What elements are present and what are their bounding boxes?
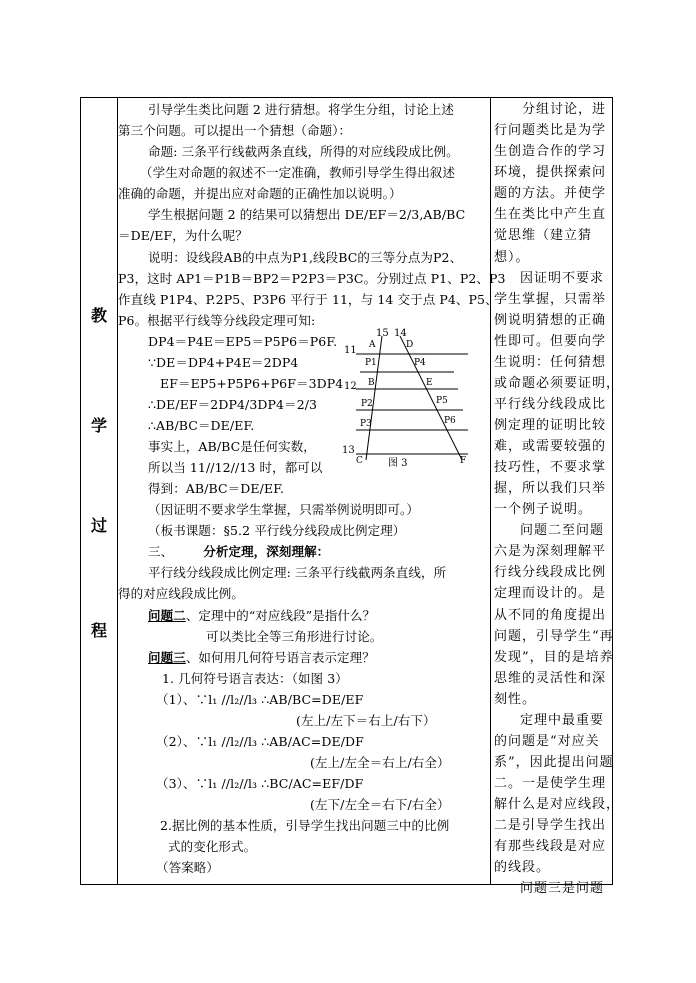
figure-caption: 图 3 [388, 458, 408, 468]
note-line: 二。一是使学生理 [494, 776, 607, 791]
text-line: ∴DE/EF＝2DP4/3DP4＝2/3 [148, 397, 318, 412]
text-line: （学生对命题的叙述不一定准确，教师引导学生得出叙述 [140, 165, 456, 180]
text-line: 2.据比例的基本性质，引导学生找出问题三中的比例 [160, 818, 450, 833]
text-line: 得到：AB/BC＝DE/EF. [148, 481, 285, 496]
figure-label: P1 [365, 358, 377, 368]
figure-label: 15 [376, 328, 389, 339]
figure-3 [336, 322, 476, 468]
question-label: 问题二 [148, 608, 186, 623]
text-line: 可以类比全等三角形进行讨论。 [206, 629, 383, 644]
figure-label: C [356, 456, 363, 466]
text-line: 第三个问题。可以提出一个猜想（命题）： [118, 123, 352, 138]
note-line: 一个例子说明。 [494, 502, 593, 517]
note-line: 例说明猜想的正确 [494, 313, 607, 328]
note-line: 或命题必须要证明， [494, 376, 621, 391]
text-line: 说明：设线段AB的中点为P1,线段BC的三等分点为P2、 [148, 250, 463, 265]
figure-label: 11 [344, 345, 357, 356]
note-line: 分组讨论，进 [522, 102, 607, 117]
figure-label: 12 [344, 381, 357, 392]
note-line: 生在类比中产生直 [494, 207, 607, 222]
text-line: P3，这时 AP1＝P1B＝BP2＝P2P3＝P3C。分别过点 P1、P2、P3 [118, 271, 506, 286]
text-line: （答案略） [156, 860, 220, 875]
question-line [148, 647, 375, 669]
section-number: 三、 [148, 544, 174, 559]
text-line: （2）、∵l₁ //l₂//l₃ ∴AB/AC=DE/DF [156, 734, 364, 749]
note-line: 生创造合作的学习 [494, 144, 607, 159]
text-line: ＝DE/EF，为什么呢？ [118, 228, 248, 243]
figure-label: F [460, 456, 467, 466]
text-line: 式的变化形式。 [168, 839, 257, 854]
figure-label: B [368, 378, 375, 388]
section-label-char: 程 [90, 621, 107, 640]
figure-label: E [426, 378, 433, 388]
note-line: 想）。 [494, 250, 530, 265]
text-line: （1）、∵l₁ //l₂//l₃ ∴AB/BC=DE/EF [156, 692, 364, 707]
note-line: 定理而设计的。是 [494, 586, 607, 601]
text-line: 作直线 P1P4、P.2P5、P3P6 平行于 11，与 14 交于点 P4、P5、 [118, 292, 498, 307]
section-label-char: 学 [90, 416, 107, 435]
question-text: 、如何用几何符号语言表示定理？ [185, 650, 375, 665]
section-heading [148, 541, 329, 563]
text-line: 得的对应线段成比例。 [118, 586, 245, 601]
text-line: EF＝EP5+P5P6+P6F＝3DP4 [160, 376, 344, 391]
section-label-column [81, 98, 117, 884]
note-line: 生说明：任何猜想 [494, 355, 607, 370]
note-line: 从不同的角度提出 [494, 608, 607, 623]
figure-label: P2 [361, 399, 373, 409]
note-line: 发现”，目的是培养 [494, 650, 614, 665]
main-content [118, 99, 506, 883]
figure-label: P6 [444, 416, 456, 426]
note-line: 性即可。但要向学 [494, 334, 607, 349]
note-line: 例定理的证明比较 [494, 418, 607, 433]
note-line: 问题二至问题 [520, 523, 605, 538]
note-line: 的问题是“对应关 [494, 734, 600, 749]
note-line: 行问题类比是为学 [494, 123, 607, 138]
section-title: 分析定理，深刻理解： [203, 544, 330, 559]
text-line: 引导学生类比问题 2 进行猜想。将学生分组，讨论上述 [148, 102, 455, 117]
note-line: 觉思维（建立猜 [494, 228, 593, 243]
note-line: 的线段。 [494, 860, 551, 875]
note-line: 题的方法。并使学 [494, 186, 607, 201]
text-line: 1. 几何符号语言表达：（如图 3） [162, 671, 348, 686]
figure-label: 13 [342, 445, 355, 456]
text-line: 学生根据问题 2 的结果可以猜想出 DE/EF＝2/3,AB/BC [148, 207, 466, 222]
column-divider [490, 98, 491, 884]
text-line: 事实上，AB/BC是任何实数， [148, 439, 316, 454]
text-line: 命题: 三条平行线截两条直线，所得的对应线段成比例。 [148, 144, 459, 159]
question-label: 问题三 [148, 650, 186, 665]
note-line: 解什么是对应线段， [494, 797, 621, 812]
text-line: 所以当 11//12//13 时，都可以 [148, 460, 323, 475]
text-line: （因证明不要求学生掌握，只需举例说明即可。） [148, 502, 419, 517]
note-line: 握，所以我们只举 [494, 481, 607, 496]
note-line: 学生掌握，只需举 [494, 292, 607, 307]
figure-label: 14 [394, 328, 407, 339]
note-line: 系”，因此提出问题 [494, 755, 614, 770]
note-line: 问题三是问题 [520, 881, 605, 896]
text-line: （3）、∵l₁ //l₂//l₃ ∴BC/AC=EF/DF [156, 776, 364, 791]
figure-label: P5 [436, 396, 448, 406]
section-label-char: 过 [90, 516, 107, 535]
text-line: P6。根据平行线等分线段定理可知: [118, 313, 316, 328]
note-line: 难，或需要较强的 [494, 439, 607, 454]
text-line: ∴AB/BC＝DE/EF. [148, 418, 255, 433]
text-line: ∵DE＝DP4+P4E＝2DP4 [148, 355, 299, 370]
note-line: 定理中最重要 [520, 713, 605, 728]
text-line: (左上/左下＝右上/右下） [296, 713, 436, 728]
section-label-char: 教 [90, 306, 107, 325]
question-line [148, 605, 375, 627]
figure-label: D [406, 340, 414, 350]
note-line: 思维的灵活性和深 [494, 671, 607, 686]
text-line: 准确的命题，并提出应对命题的正确性加以说明。） [118, 186, 402, 201]
note-line: 刻性。 [494, 692, 537, 707]
note-line: 二是引导学生找出 [494, 818, 607, 833]
note-line: 有那些线段是对应 [494, 839, 607, 854]
text-line: (左下/左全＝右下/右全） [310, 797, 450, 812]
note-line: 问题，引导学生“再 [494, 629, 614, 644]
figure-label: P3 [360, 419, 372, 429]
note-line: 技巧性，不要求掌 [494, 460, 607, 475]
question-text: 、定理中的“对应线段”是指什么？ [185, 608, 376, 623]
figure-label: P4 [414, 358, 426, 368]
note-line: 环境，提供探索问 [494, 165, 607, 180]
side-notes [494, 99, 621, 896]
note-line: 平行线分线段成比 [494, 397, 607, 412]
note-line: 因证明不要求 [520, 271, 605, 286]
transversal-l4 [400, 336, 462, 460]
text-line: (左上/左全＝右上/右全） [310, 755, 450, 770]
figure-label: A [369, 340, 376, 350]
text-line: DP4＝P4E＝EP5＝P5P6＝P6F. [148, 334, 338, 349]
note-line: 六是为深刻理解平 [494, 544, 607, 559]
text-line: （板书课题：§5.2 平行线分线段成比例定理） [148, 523, 406, 538]
transversal-l5 [366, 336, 382, 460]
note-line: 行线分线段成比例 [494, 565, 607, 580]
text-line: 平行线分线段成比例定理: 三条平行线截两条直线，所 [148, 565, 447, 580]
